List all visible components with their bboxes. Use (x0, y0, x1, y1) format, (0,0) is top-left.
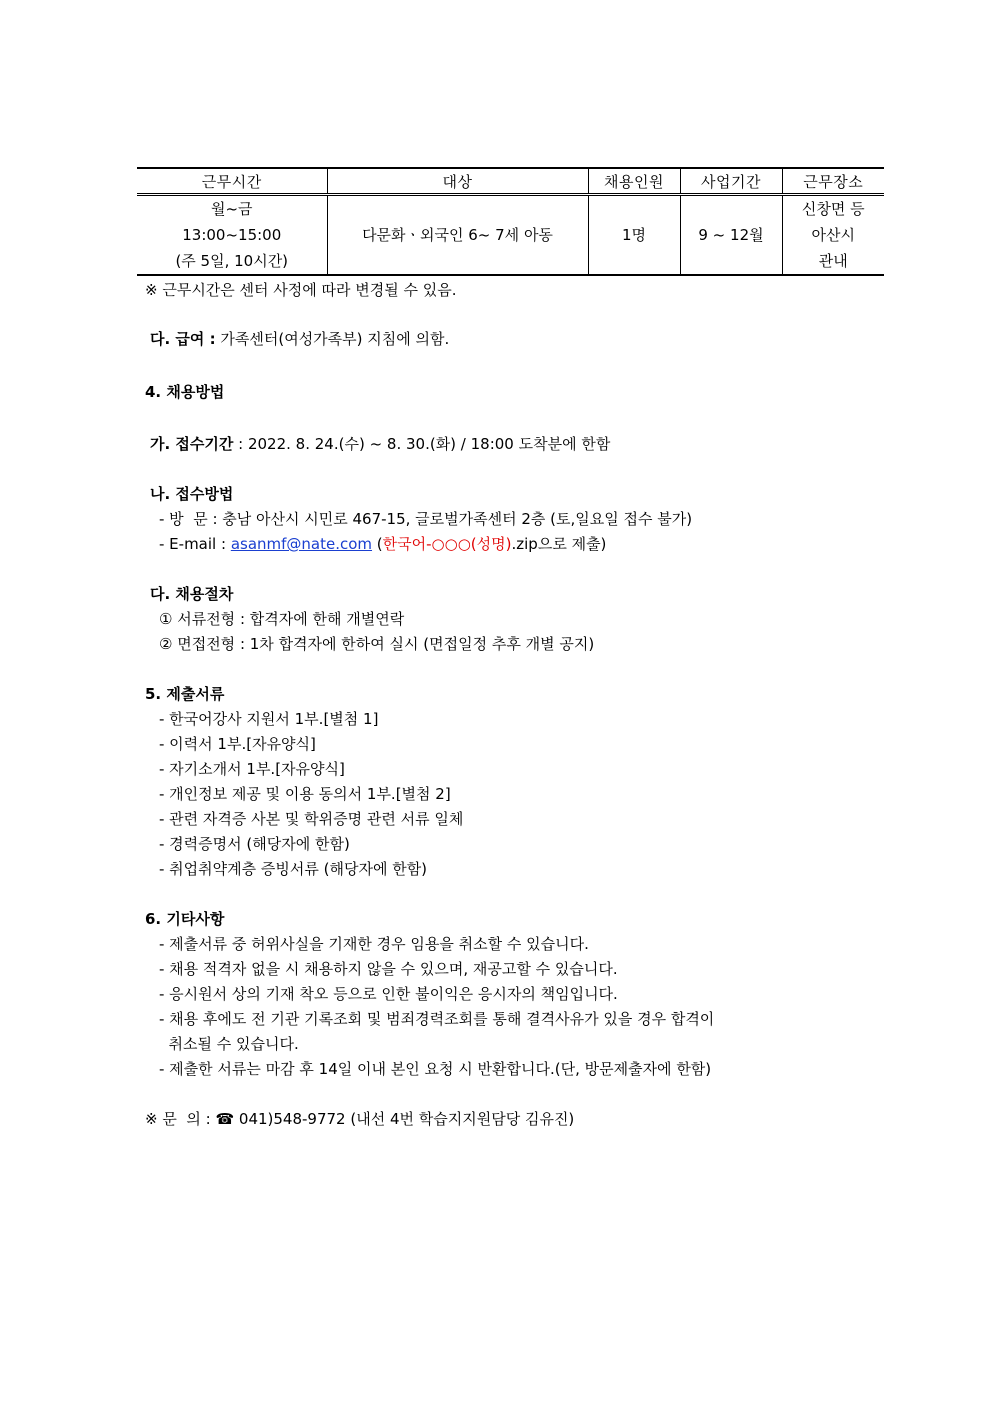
email-mid: ( (372, 535, 383, 553)
receipt-email-line (159, 534, 606, 554)
cell-target: 다문화ㆍ외국인 6~ 7세 아동 (327, 195, 588, 276)
email-filename-format: 한국어-○○○(성명) (382, 535, 512, 553)
list-item: - 제출한 서류는 마감 후 14일 이내 본인 요청 시 반환합니다.(단, 방문제출자에 한함) (159, 1060, 712, 1078)
place-line-2: 아산시 (811, 226, 855, 244)
list-item: - 경력증명서 (해당자에 한함) (159, 835, 350, 853)
salary-label: 다. 급여 : (150, 330, 216, 348)
header-target: 대상 (327, 168, 588, 195)
list-item: - 한국어강사 지원서 1부.[별첨 1] (159, 710, 379, 728)
list-item: - 취업취약계층 증빙서류 (해당자에 한함) (159, 860, 428, 878)
table-row (137, 195, 884, 276)
list-item: - 자기소개서 1부.[자유양식] (159, 760, 345, 778)
hours-days: 월~금 (210, 200, 253, 218)
section-5-title: 5. 제출서류 (145, 685, 225, 703)
list-item: - 제출서류 중 허위사실을 기재한 경우 임용을 취소할 수 있습니다. (159, 935, 589, 953)
job-info-table (137, 167, 884, 276)
list-item: 취소될 수 있습니다. (159, 1035, 299, 1053)
receipt-method-label: 나. 접수방법 (150, 485, 234, 503)
hours-note: ※ 근무시간은 센터 사정에 따라 변경될 수 있음. (145, 281, 457, 299)
place-line-3: 관내 (818, 252, 848, 270)
list-item: - 이력서 1부.[자유양식] (159, 735, 316, 753)
email-link[interactable]: asanmf@nate.com (230, 535, 373, 553)
email-suffix: .zip으로 제출) (511, 535, 607, 553)
place-line-1: 신창면 등 (801, 200, 865, 218)
email-prefix: - E-mail : (159, 535, 231, 553)
list-item: - 관련 자격증 사본 및 학위증명 관련 서류 일체 (159, 810, 464, 828)
header-hours: 근무시간 (137, 168, 327, 195)
list-item: - 채용 후에도 전 기관 기록조회 및 범죄경력조회를 통해 결격사유가 있을 경우 합격이 (159, 1010, 715, 1028)
hiring-step-2: ② 면접전형 : 1차 합격자에 한하여 실시 (면접일정 추후 개별 공지) (159, 635, 595, 653)
receipt-visit: - 방 문 : 충남 아산시 시민로 467-15, 글로벌가족센터 2층 (토,일요일 접수 불가) (159, 510, 693, 528)
hiring-process-label: 다. 채용절차 (150, 585, 234, 603)
cell-period: 9 ~ 12월 (680, 195, 782, 276)
list-item: - 개인정보 제공 및 이용 동의서 1부.[별첨 2] (159, 785, 451, 803)
hiring-step-1: ① 서류전형 : 합격자에 한해 개별연락 (159, 610, 405, 628)
salary-line (150, 329, 449, 349)
cell-hours (137, 195, 327, 276)
cell-place (782, 195, 884, 276)
header-place: 근무장소 (782, 168, 884, 195)
list-item: - 채용 적격자 없을 시 채용하지 않을 수 있으며, 재공고할 수 있습니다. (159, 960, 618, 978)
cell-count: 1명 (588, 195, 680, 276)
section-4-title: 4. 채용방법 (145, 383, 225, 401)
receipt-period-text: : 2022. 8. 24.(수) ~ 8. 30.(화) / 18:00 도착분에 한함 (233, 435, 611, 453)
receipt-period-label: 가. 접수기간 (150, 435, 234, 453)
section-6-title: 6. 기타사항 (145, 910, 225, 928)
table-header-row (137, 168, 884, 195)
header-period: 사업기간 (680, 168, 782, 195)
hours-time: 13:00~15:00 (182, 226, 282, 244)
salary-text: 가족센터(여성가족부) 지침에 의함. (215, 330, 450, 348)
hours-week: (주 5일, 10시간) (175, 252, 289, 270)
list-item: - 응시원서 상의 기재 착오 등으로 인한 불이익은 응시자의 책임입니다. (159, 985, 618, 1003)
receipt-period-line (150, 434, 610, 454)
contact-line: ※ 문 의 : ☎ 041)548-9772 (내선 4번 학습지지원담당 김유진) (145, 1110, 575, 1128)
header-count: 채용인원 (588, 168, 680, 195)
